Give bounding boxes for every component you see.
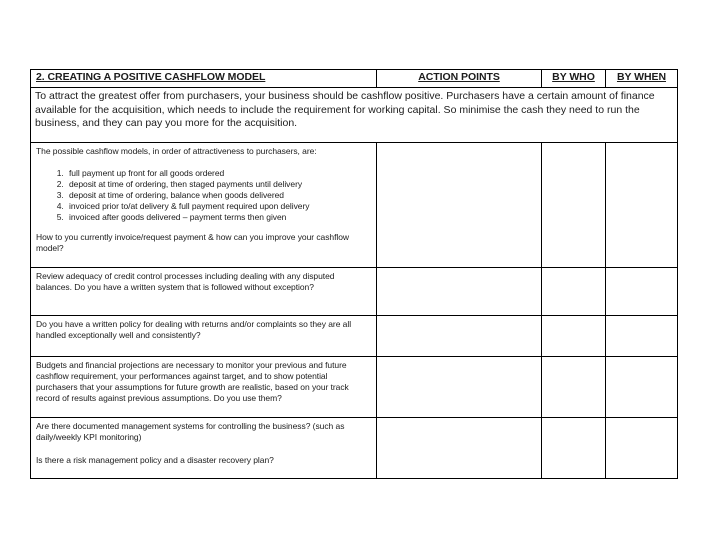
question-cell: Review adequacy of credit control processes including dealing with any disputed balances. Do you have a written system that is followed without exception? (31, 268, 377, 316)
question-cell (31, 143, 377, 268)
section-title-cell (31, 70, 377, 88)
by-who-cell (542, 357, 606, 418)
col-header-by-when (606, 70, 678, 88)
by-when-cell (606, 357, 678, 418)
intro-row (31, 88, 678, 143)
col-header-action-points (377, 70, 542, 88)
cashflow-worksheet-table (30, 69, 678, 479)
list-item: 4. invoiced prior to/at delivery & full payment required upon delivery (66, 201, 371, 212)
header-row (31, 70, 678, 88)
cashflow-models-lead: The possible cashflow models, in order of attractiveness to purchasers, are: (36, 146, 317, 156)
question-cell: Do you have a written policy for dealing with returns and/or complaints so they are all handled exceptionally well and consistently? (31, 316, 377, 357)
list-item: 5. invoiced after goods delivered – payment terms then given (66, 212, 371, 223)
list-item: 3. deposit at time of ordering, balance when goods delivered (66, 190, 371, 201)
action-points-label: ACTION POINTS (418, 71, 500, 83)
list-item: 1. full payment up front for all goods ordered (66, 168, 371, 179)
by-when-label: BY WHEN (616, 71, 667, 83)
action-points-cell (377, 143, 542, 268)
table-row (31, 143, 678, 268)
by-who-cell (542, 143, 606, 268)
action-points-cell (377, 357, 542, 418)
table-row (31, 268, 678, 316)
management-systems-question: Are there documented management systems for controlling the business? (such as daily/weekly KPI monitoring) (36, 421, 345, 442)
cashflow-models-list (36, 168, 371, 223)
action-points-cell (377, 316, 542, 357)
by-when-cell (606, 268, 678, 316)
by-who-cell (542, 418, 606, 479)
intro-paragraph: To attract the greatest offer from purchasers, your business should be cashflow positive. Purchasers have a certain amount of finance available for the acquisition, which needs to include the requirement for working capital. So minimise the cash they need to run the business, and they can pay you more for the acquisition. (31, 88, 678, 143)
by-who-cell (542, 316, 606, 357)
table-row (31, 418, 678, 479)
action-points-cell (377, 418, 542, 479)
worksheet-page (30, 69, 677, 479)
by-who-cell (542, 268, 606, 316)
action-points-cell (377, 268, 542, 316)
question-cell (31, 418, 377, 479)
by-who-label: BY WHO (552, 71, 595, 83)
by-when-cell (606, 143, 678, 268)
list-item: 2. deposit at time of ordering, then staged payments until delivery (66, 179, 371, 190)
by-when-cell (606, 316, 678, 357)
col-header-by-who (542, 70, 606, 88)
table-row (31, 316, 678, 357)
cashflow-models-question: How to you currently invoice/request payment & how can you improve your cashflow model? (36, 232, 350, 253)
section-title: 2. CREATING A POSITIVE CASHFLOW MODEL (36, 71, 266, 83)
question-cell: Budgets and financial projections are necessary to monitor your previous and future cashflow requirement, your performances against target, and to show potential purchasers that your assumptions for future growth are realistic, based on your track record of results against previous assumptions. Do you use them? (31, 357, 377, 418)
risk-management-question: Is there a risk management policy and a disaster recovery plan? (36, 455, 274, 465)
by-when-cell (606, 418, 678, 479)
table-row (31, 357, 678, 418)
